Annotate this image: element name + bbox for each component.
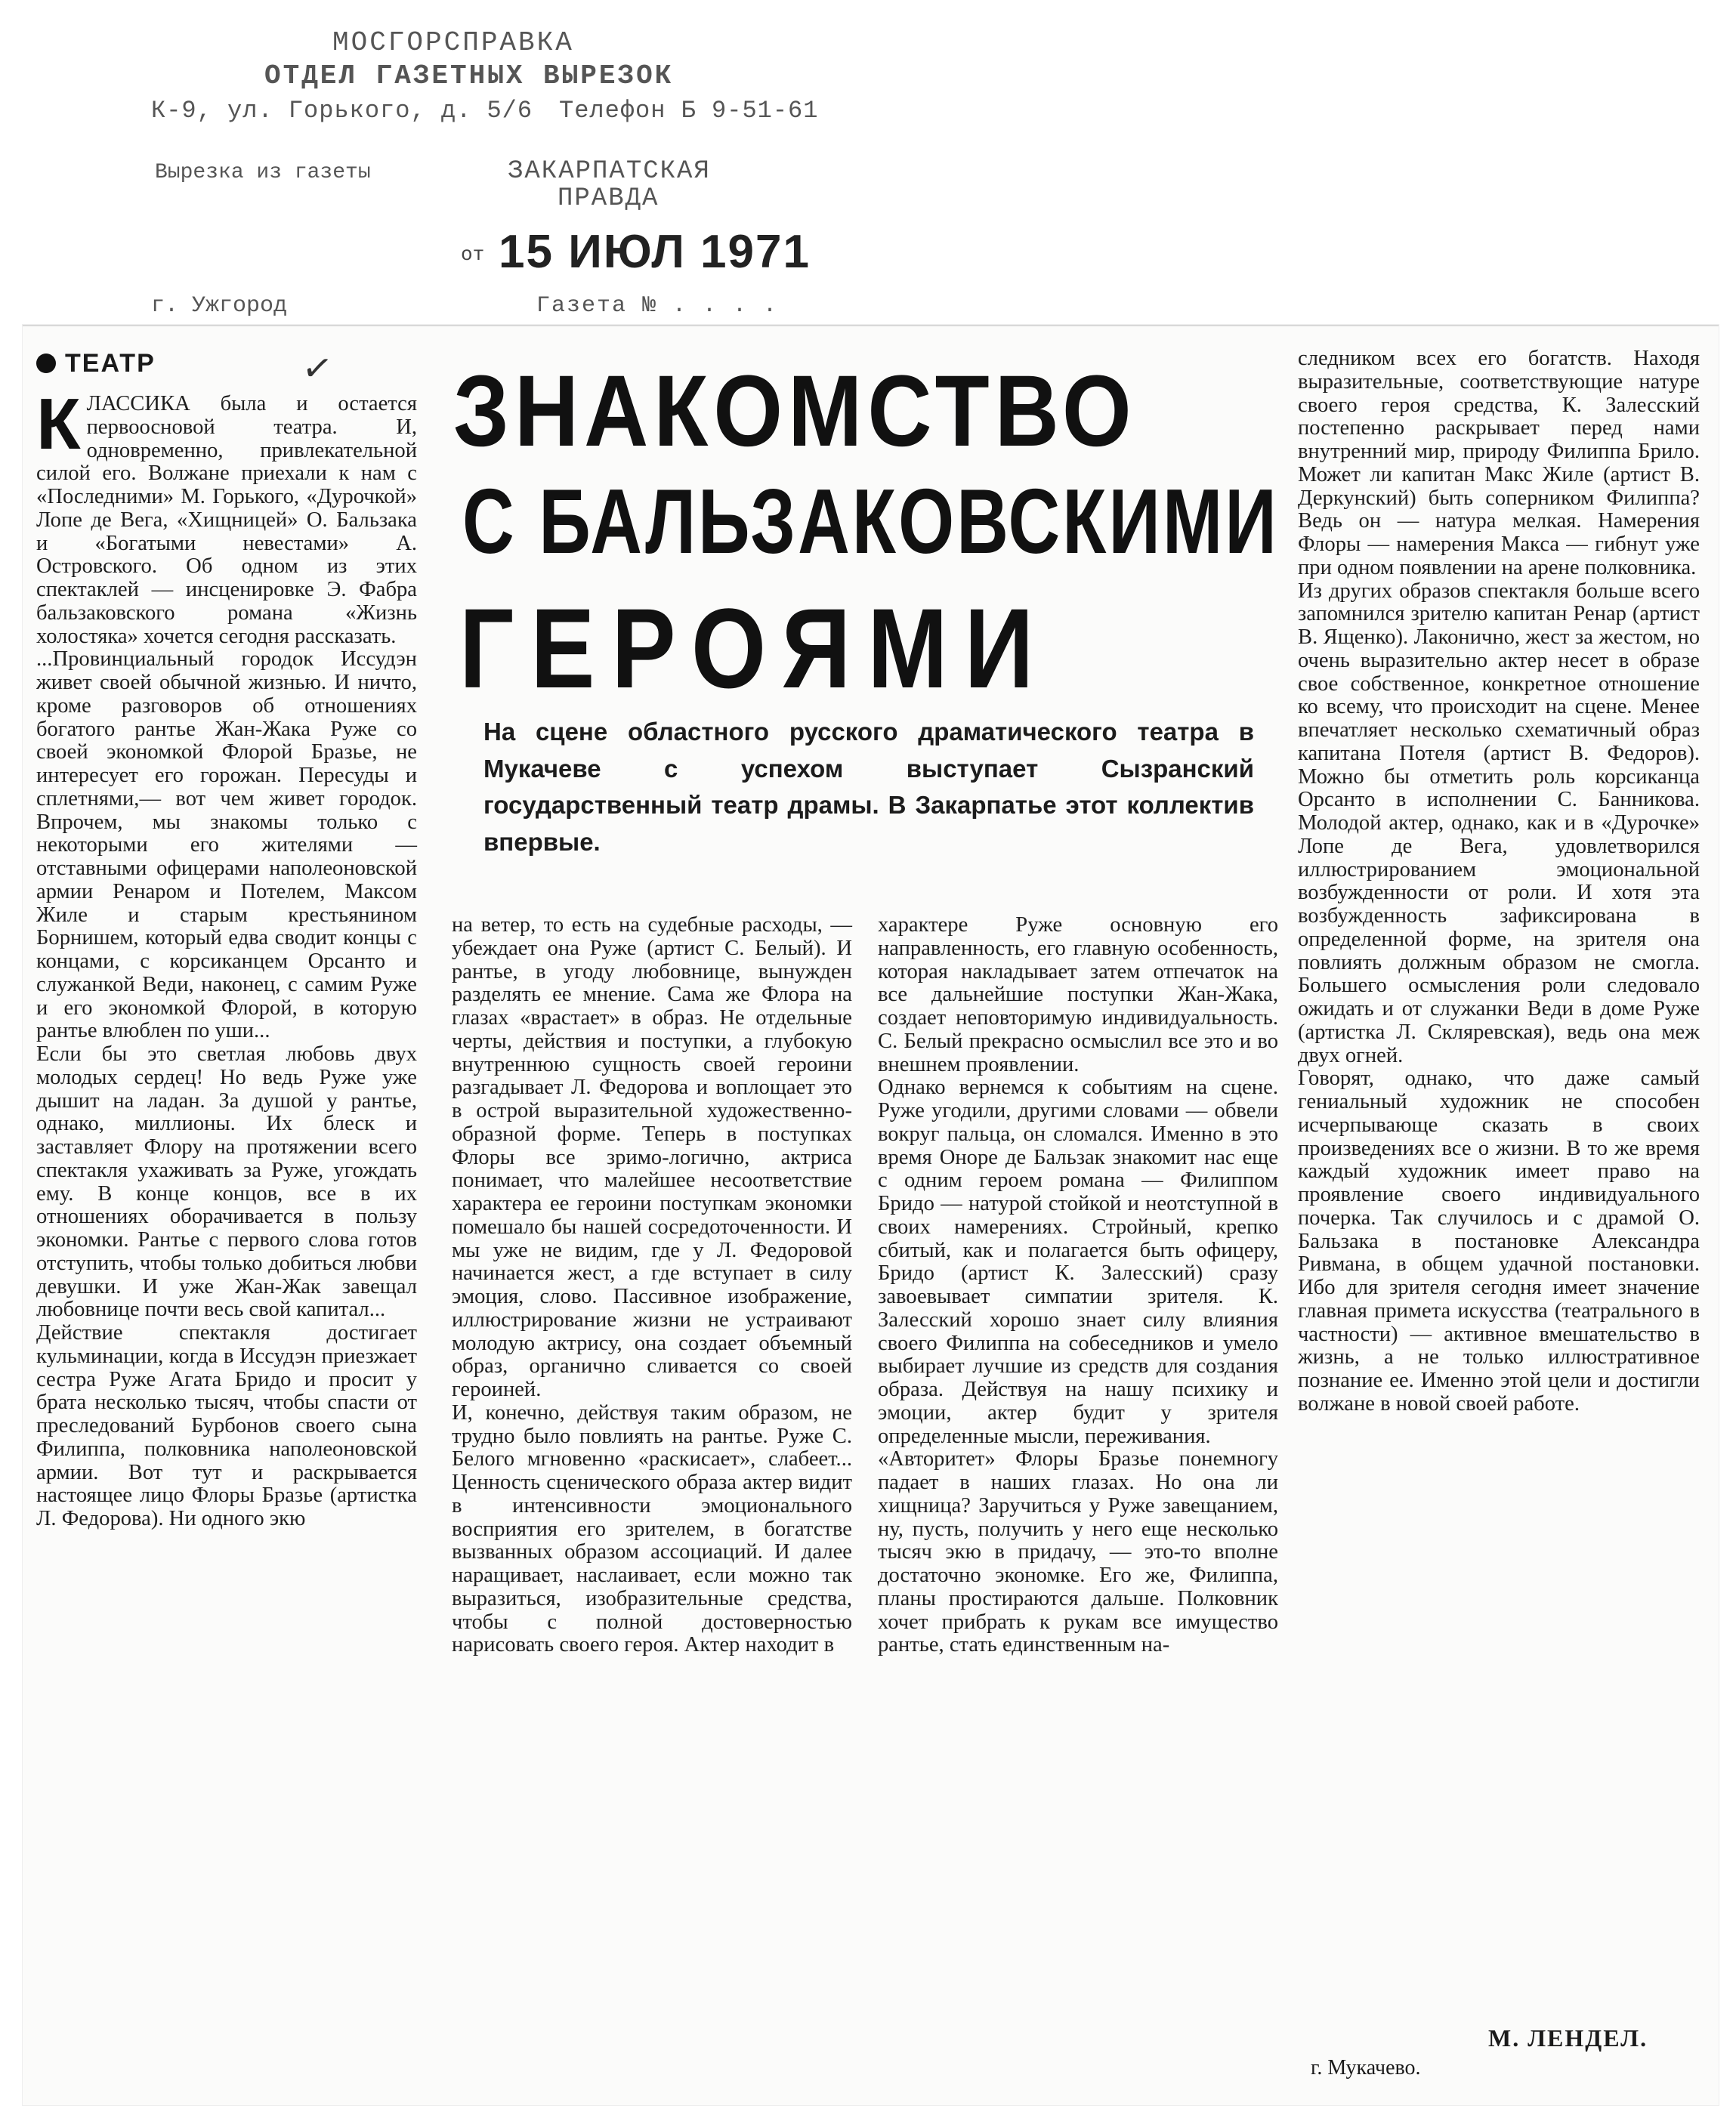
column-3: характере Руже основную его направленность, его главную особенность, которая накладывает затем отпечаток на все дальнейшие поступки Жан-Жака, создает неповторимую индивидуальность. С. Белый прекрасно осмыслил все это и во внешнем проявлении. Однако вернемся к событиям на сцене. Руже угодили, другими словами — обвели вокруг пальца, он сломался. Именно в это время Оноре де Бальзак знакомит нас еще с одним героем романа — Филиппом Бридо — натурой стойкой и неотступной в своих намерениях. Стройный, крепко сбитый, как и полагается быть офицеру, Бридо (артист К. Залесский) сразу завоевывает симпатии зрителя. К. Залесский хорошо знает силу влияния своего Филиппа на собеседников и умело выбирает лучшие из средств для создания образа. Действуя на нашу психику и эмоции, актер будит у зрителя определенные мысли, переживания. «Авторитет» Флоры Бразье понемногу падает в наших глазах. Но она ли хищница? Заручиться у Руже завещанием, ну, пусть, получить у него еще несколько тысяч экю в придачу, — это-то вполне достаточно экономке. Его же, Филиппа, планы простираются дальше. Полковник хочет прибрать к рукам все имущество рантье, стать единственным на- xyxy=(878,913,1278,1657)
article-lede: На сцене областного русского драматического театра в Мукачеве с успехом выступает Сызранский государственный театр драмы. В Закарпатье этот коллектив впервые. xyxy=(483,718,1254,856)
column-2: на ветер, то есть на судебные расходы, — убеждает она Руже (артист С. Белый). И рантье, в угоду любовнице, вынужден разделять ее мнение. Сама же Флора на глазах «врастает» в образ. Не отдельные черты, действия и поступки, а глубокую внутреннюю сущность своей героини разгадывает Л. Федорова и воплощает это в острой выразительной художественно-образной форме. Теперь в поступках Флоры все зримо-логично, актриса понимает, что малейшее несоответствие характера ее героини поступкам экономки помешало бы нашей сосредоточенности. И мы уже не видим, где у Л. Федоровой начинается жест, а где вступает в силу эмоция, слово. Пассивное изображение, иллюстрирование жизни не устраивают молодую актрису, она создает объемный образ, органично сливается со своей героиней. И, конечно, действуя таким образом, не трудно было повлиять на рантье. Руже С. Белого мгновенно «раскисает», слабеет... Ценность сценического образа актер видит в интенсивности эмоционального восприятия его зрителем, в богатстве вызванных образом ассоциаций. И далее наращивает, наслаивает, если можно так выразиться, изобразительные средства, чтобы с полной достоверностью нарисовать своего героя. Актер находит в xyxy=(452,913,852,1657)
department-name: ОТДЕЛ ГАЗЕТНЫХ ВЫРЕЗОК xyxy=(264,60,674,91)
author-signature: М. ЛЕНДЕЛ. xyxy=(1488,2024,1648,2052)
headline-line-3: ГЕРОЯМИ xyxy=(459,585,1051,712)
drop-cap: К xyxy=(36,384,81,465)
bureau-phone: Телефон Б 9-51-61 xyxy=(559,97,819,125)
newspaper-name-line1: ЗАКАРПАТСКАЯ xyxy=(508,157,711,186)
column-1 xyxy=(36,384,417,1531)
column-4: следником всех его богатств. Находя выразительные, соответствующие натуре своего героя средства, К. Залесский постепенно раскрывает перед нами внутренний мир, природу Филиппа Брило. Может ли капитан Макс Жиле (артист В. Деркунский) быть соперником Филиппа? Ведь он — натура мелкая. Намерения Флоры — намерения Макса — гибнут уже при одном появлении на арене полковника. Из других образов спектакля больше всего запомнился зрителю капитан Ренар (артист В. Ященко). Лаконично, жест за жестом, но очень выразительно актер несет в образе свое собственное, конкретное отношение ко всему, что происходит на сцене. Менее впечатляет несколько схематичный образ капитана Потеля (артист В. Федоров). Можно бы отметить роль корсиканца Орсанто в исполнении С. Банникова. Молодой актер, однако, как и в «Дурочке» Лопе де Вега, удовлетворился иллюстрированием эмоциональной возбужденности от роли. И хотя эта возбужденность зафиксирована в определенной форме, на зрителя она повлиять должным образом не смогла. Большего осмысления роли следовало ожидать и от служанки Веди в доме Руже (артистка Л. Скляревская), ведь она меж двух огней. Говорят, однако, что даже самый гениальный художник не способен исчерпывающе сказать в своих произведениях все о жизни. В то же время каждый художник имеет право на проявление своего индивидуального почерка. Так случилось и с драмой О. Бальзака в постановке Александра Ривмана, в общем удачной постановки. Ибо для зрителя сегодня имеет значение главная примета искусства (театрального в частности) — активное вмешательство в жизнь, а не только иллюстративное познание ее. Именно этой цели и достигли волжане в новой своей работе. xyxy=(1298,347,1700,1416)
newspaper-name-line2: ПРАВДА xyxy=(558,184,659,213)
headline-line-1: ЗНАКОМСТВО xyxy=(453,355,1137,468)
issue-label: Газета № . . . . xyxy=(536,293,779,319)
clipping-from-label: Вырезка из газеты xyxy=(155,161,371,184)
headline-line-2: С БАЛЬЗАКОВСКИМИ xyxy=(462,470,1279,573)
column-1-text: ЛАССИКА была и остается первоосновой театра. И, одновременно, привлекательной силой его. Волжане приехали к нам с «Последними» М. Горького, «Дурочкой» Лопе де Вега, «Хищницей» О. Бальзака и «Богатыми невестами» А. Островского. Об одном из этих спектаклей — инсценировке Э. Фабра бальзаковского романа «Жизнь холостяка» хочется сегодня рассказать. ...Провинциальный городок Иссудэн живет своей обычной жизнью. И ничто, кроме разговоров об отношениях богатого рантье Жан-Жака Руже со своей экономкой Флорой Бразье, не интересует его горожан. Пересуды и сплетнями,— вот чем живет городок. Впрочем, мы знакомы только с некоторыми его жителями — отставными офицерами наполеоновской армии Ренаром и Потелем, Максом Жиле и старым крестьянином Борнишем, который едва сводит концы с концами, с корсиканцем Орсанто и служанкой Веди, наконец, с самим Руже и его экономкой Флорой, в которую рантье влюблен по уши... Если бы это светлая любовь двух молодых сердец! Но ведь Руже уже дышит на ладан. За душой у рантье, однако, миллионы. Их блеск и заставляет Флору на протяжении всего спектакля ухаживать за Руже, угождать ему. В конце концов, все в их отношениях оборачивается в пользу экономки. Рантье с первого слова готов отступить, чтобы только добиться любви девушки. И уже Жан-Жак завещал любовнице почти весь свой капитал... Действие спектакля достигает кульминации, когда в Иссудэн приезжает сестра Руже Агата Бридо и просит у брата несколько тысяч, чтобы спасти от преследований Бурбонов своего сына Филиппа, полковника наполеоновской армии. Вот тут и раскрывается настоящее лицо Флоры Бразье (артистка Л. Федорова). Ни одного экю xyxy=(36,392,417,1530)
rubric xyxy=(36,349,156,378)
date-prefix: от xyxy=(461,243,485,266)
bullet-icon xyxy=(36,354,56,373)
bureau-name: МОСГОРСПРАВКА xyxy=(332,27,574,58)
handwritten-check-icon: ✓ xyxy=(299,345,335,392)
rubric-label: ТЕАТР xyxy=(65,349,156,378)
city-label: г. Ужгород xyxy=(151,293,288,319)
author-place: г. Мукачево. xyxy=(1311,2056,1421,2079)
date-stamp: 15 ИЮЛ 1971 xyxy=(499,226,811,278)
bureau-address: К-9, ул. Горького, д. 5/6 xyxy=(151,97,533,125)
